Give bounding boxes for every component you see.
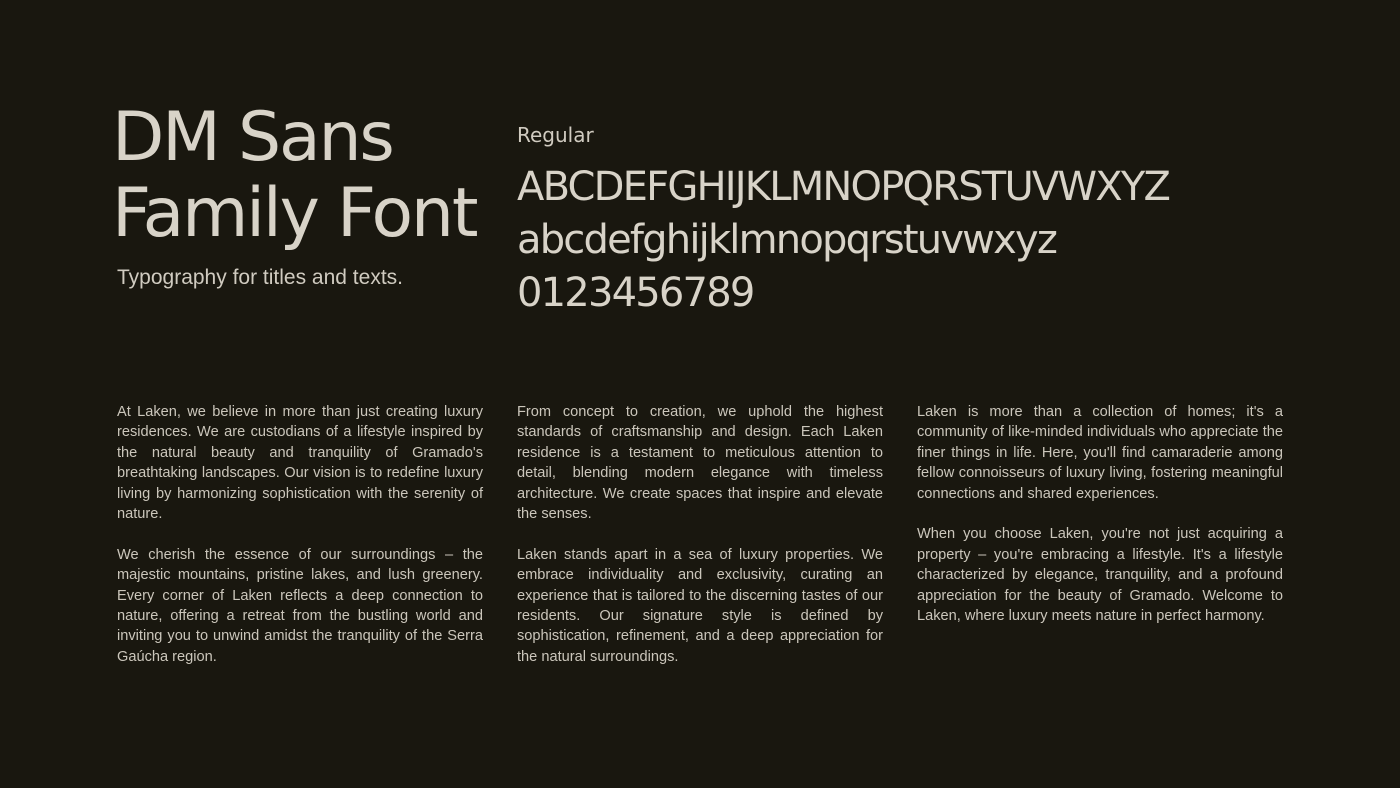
uppercase-alphabet: ABCDEFGHIJKLMNOPQRSTUVWXYZ: [517, 164, 1170, 210]
lowercase-alphabet: abcdefghijklmnopqrstuvwxyz: [517, 217, 1057, 263]
title-line-2: Family Font: [112, 174, 477, 253]
body-paragraph: We cherish the essence of our surroundings – the majestic mountains, pristine lakes, and lush greenery. Every corner of Laken reflects a deep connection to nature, offering a retreat from the bustling world and inviting you to unwind amidst the tranquility of the Serra Gaúcha region.: [117, 546, 483, 665]
body-paragraph: When you choose Laken, you're not just acquiring a property – you're embracing a lifestyle. It's a lifestyle characterized by elegance, tranquility, and a profound appreciation for the beauty of Gramado. Welcome to Laken, where luxury meets nature in perfect harmony.: [917, 526, 1283, 625]
digits: 0123456789: [517, 270, 754, 316]
text-column-1: [117, 402, 483, 688]
text-column-2: [517, 402, 883, 688]
page-title: [112, 100, 492, 252]
body-paragraph: From concept to creation, we uphold the highest standards of craftsmanship and design. Each Laken residence is a testament to meticulous attention to detail, blending modern elegance with timeless architecture. We create spaces that inspire and elevate the senses.: [517, 404, 883, 523]
body-paragraph: Laken is more than a collection of homes; it's a community of like-minded individuals who appreciate the finer things in life. Here, you'll find camaraderie among fellow connoisseurs of luxury living, fostering meaningful connections and shared experiences.: [917, 404, 1283, 502]
body-paragraph: At Laken, we believe in more than just creating luxury residences. We are custodians of a lifestyle inspired by the natural beauty and tranquility of Gramado's breathtaking landscapes. Our vision is to redefine luxury living by harmonizing sophistication with the serenity of nature.: [117, 404, 483, 523]
character-specimen: [517, 161, 1337, 320]
text-column-3: [917, 402, 1283, 647]
body-paragraph: Laken stands apart in a sea of luxury properties. We embrace individuality and exclusivity, curating an experience that is tailored to the discerning tastes of our residents. Our signature style is defined by sophistication, refinement, and a deep appreciation for the natural surroundings.: [517, 546, 883, 665]
font-weight-label: Regular: [517, 123, 594, 147]
title-line-1: DM Sans: [112, 98, 393, 177]
page-subtitle: Typography for titles and texts.: [117, 266, 403, 289]
